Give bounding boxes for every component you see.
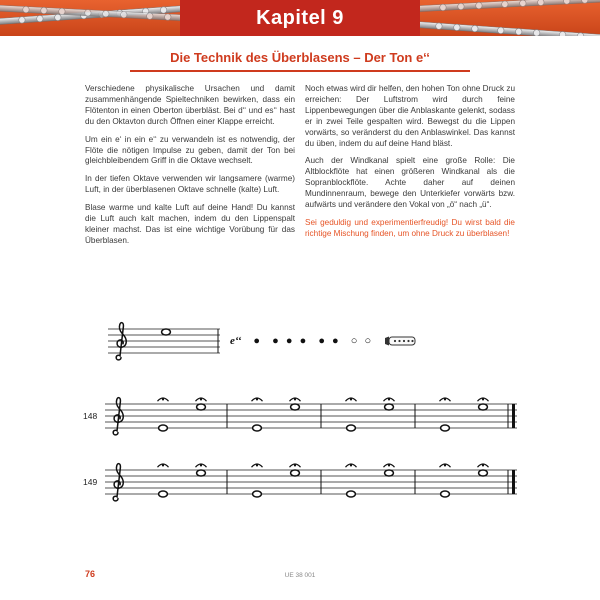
page-number: 76 — [85, 569, 96, 579]
text-column-right — [305, 84, 515, 254]
chapter-banner — [0, 0, 600, 36]
flute-image-right — [415, 0, 600, 36]
flute-photo-right — [415, 0, 600, 36]
paragraph: Blase warme und kalte Luft auf deine Hand! Du kannst die Luft auch kalt machen, indem du den Lippenspalt kleiner machst. Das ist eine wichtige Vorübung für das Überblasen. — [85, 203, 295, 245]
lesson-title: Die Technik des Überblasens – Der Ton e‘‘ — [170, 50, 430, 65]
staff-148 — [105, 392, 517, 440]
exercise-number: 148 — [83, 411, 98, 421]
body-text — [85, 84, 515, 254]
edition-number: UE 38 001 — [284, 572, 316, 579]
flute-photo-left — [0, 0, 185, 36]
concept-staff — [108, 317, 220, 365]
recorder-icon — [383, 333, 417, 349]
highlight-paragraph: Sei geduldig und experimentierfreudig! Du wirst bald die richtige Mischung finden, um ohne Druck zu überblasen! — [305, 217, 515, 238]
paragraph: Noch etwas wird dir helfen, den hohen Ton ohne Druck zu erreichen: Der Luftstrom wird durch feine Lippenbewegungen über die Anblaskante gelenkt, sodass er in zwei Teile gespalten wird. Bewegst du die Lippen vorwärts, so veränderst du den Anblaswinkel. Das kannst du üben, indem du auf deine Hand bläst. — [305, 84, 515, 148]
paragraph: Verschiedene physikalische Ursachen und damit zusammenhängende Spieltechniken bewirken, dass ein Flötenton in einen Oberton überbläst. Bei d‘‘ und es‘‘ hast du den Oktavton durch Öffnen einer Klappe erreicht. — [85, 84, 295, 126]
whole-note-e5 — [162, 329, 171, 335]
exercise-149 — [83, 458, 517, 506]
text-column-left — [85, 84, 295, 254]
note-name-label: e‘‘ — [230, 335, 242, 347]
exercise-number: 149 — [83, 477, 98, 487]
staff-149 — [105, 458, 517, 506]
lesson-title-rule — [130, 50, 470, 72]
paragraph: In der tiefen Oktave verwenden wir langsamere (warme) Luft, in der überblasenen Oktave schnelle (kalte) Luft. — [85, 174, 295, 195]
flute-image-left — [0, 0, 185, 36]
paragraph: Auch der Windkanal spielt eine große Rolle: Die Altblockflöte hat einen größeren Windkanal als die Sopranblockflöte. Achte daher auf deinen Mundinnenraum, bewege den Unterkiefer vorwärts bzw. aufwärts und verändere den Vokal von „ö“ nach „ü“. — [305, 156, 515, 210]
paragraph: Um ein e‘ in ein e‘‘ zu verwandeln ist es notwendig, der Flöte die nötigen Impulse zu geben, damit der Ton bei gleichbleibendem Griff in die Oktave wechselt. — [85, 134, 295, 166]
note-fingering-row — [108, 316, 417, 366]
chapter-title: Kapitel 9 — [256, 6, 344, 29]
exercise-148 — [83, 392, 517, 440]
fingering-chart: ● ● ● ● ● ● ○ ○ — [253, 335, 374, 347]
chapter-title-box — [180, 0, 420, 36]
